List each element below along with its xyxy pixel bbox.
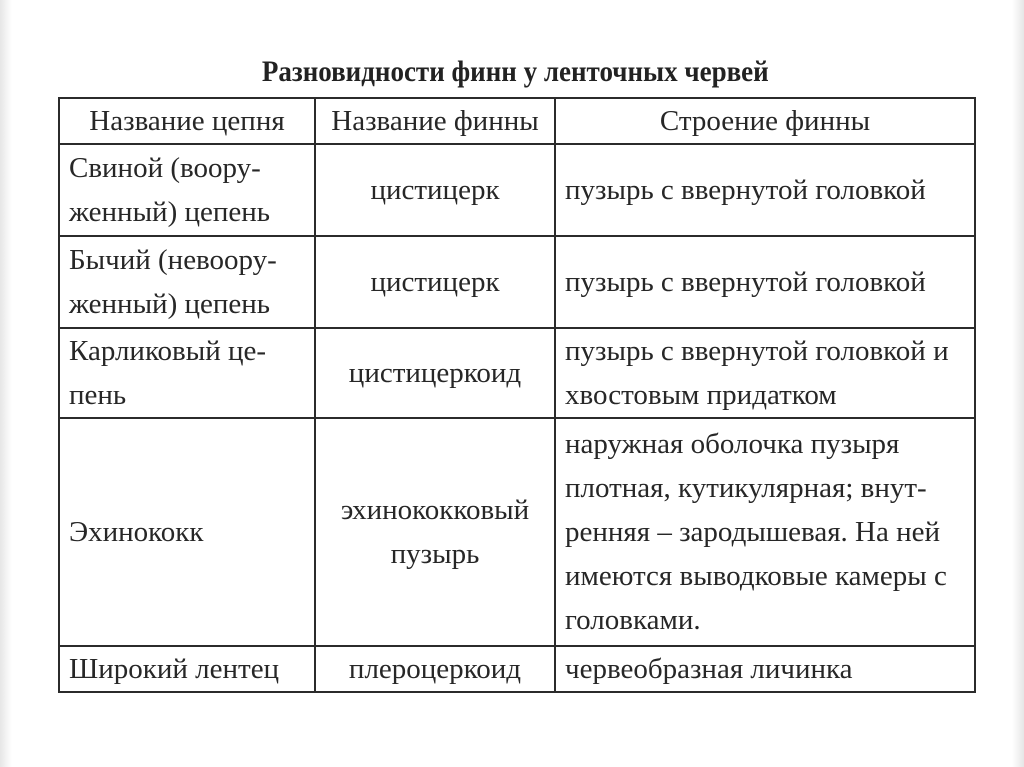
cell-tapeworm-name bbox=[59, 236, 315, 328]
cell-text: пень bbox=[69, 379, 127, 411]
cell-text: плероцеркоид bbox=[348, 653, 522, 685]
cell-text: цистицеркоид bbox=[348, 357, 522, 389]
cell-text: плотная, кутикулярная; внут- bbox=[565, 472, 927, 504]
cell-finna-structure bbox=[555, 236, 975, 328]
cell-text: Карликовый це- bbox=[69, 335, 267, 367]
right-edge-shadow bbox=[1012, 0, 1024, 767]
header-finna-structure: Строение финны bbox=[555, 98, 975, 144]
table-row bbox=[59, 328, 975, 418]
cell-text: хвостовым придатком bbox=[565, 379, 837, 411]
cell-text: женный) цепень bbox=[69, 196, 271, 228]
cell-text: червеобразная личинка bbox=[565, 653, 853, 685]
cell-text: Широкий лентец bbox=[69, 653, 280, 685]
cell-text: головками. bbox=[565, 604, 701, 636]
cell-finna-name bbox=[315, 328, 555, 418]
cell-finna-name bbox=[315, 646, 555, 692]
table-row bbox=[59, 646, 975, 692]
cell-tapeworm-name bbox=[59, 646, 315, 692]
table-row bbox=[59, 418, 975, 646]
cell-text: Свиной (воору- bbox=[69, 152, 261, 184]
cell-finna-structure bbox=[555, 646, 975, 692]
table-row bbox=[59, 144, 975, 236]
finns-table bbox=[58, 97, 976, 693]
cell-text: женный) цепень bbox=[69, 288, 271, 320]
cell-text: ренняя – зародышевая. На ней bbox=[565, 516, 941, 548]
table-row bbox=[59, 236, 975, 328]
cell-finna-name bbox=[315, 144, 555, 236]
cell-text: пузырь с ввернутой головкой и bbox=[565, 335, 949, 367]
cell-text: Эхинококк bbox=[69, 516, 204, 548]
cell-text: пузырь с ввернутой головкой bbox=[565, 174, 926, 206]
cell-tapeworm-name bbox=[59, 418, 315, 646]
left-edge-shadow bbox=[0, 0, 12, 767]
cell-text: пузырь с ввернутой головкой bbox=[565, 266, 926, 298]
cell-finna-structure bbox=[555, 418, 975, 646]
cell-text: наружная оболочка пузыря bbox=[565, 428, 900, 460]
cell-text: цистицерк bbox=[370, 174, 500, 206]
cell-finna-structure bbox=[555, 328, 975, 418]
cell-text: эхинококковый bbox=[340, 494, 530, 526]
cell-text: имеются выводковые камеры с bbox=[565, 560, 947, 592]
page-title: Разновидности финн у ленточных червей bbox=[261, 55, 769, 88]
cell-text: цистицерк bbox=[370, 266, 500, 298]
cell-text: пузырь bbox=[390, 538, 480, 570]
header-finna-name: Название финны bbox=[315, 98, 555, 144]
cell-tapeworm-name bbox=[59, 328, 315, 418]
cell-text: Бычий (невоору- bbox=[69, 244, 277, 276]
cell-finna-name bbox=[315, 418, 555, 646]
table-header-row bbox=[59, 98, 975, 144]
cell-finna-name bbox=[315, 236, 555, 328]
header-tapeworm-name: Название цепня bbox=[59, 98, 315, 144]
cell-finna-structure bbox=[555, 144, 975, 236]
cell-tapeworm-name bbox=[59, 144, 315, 236]
